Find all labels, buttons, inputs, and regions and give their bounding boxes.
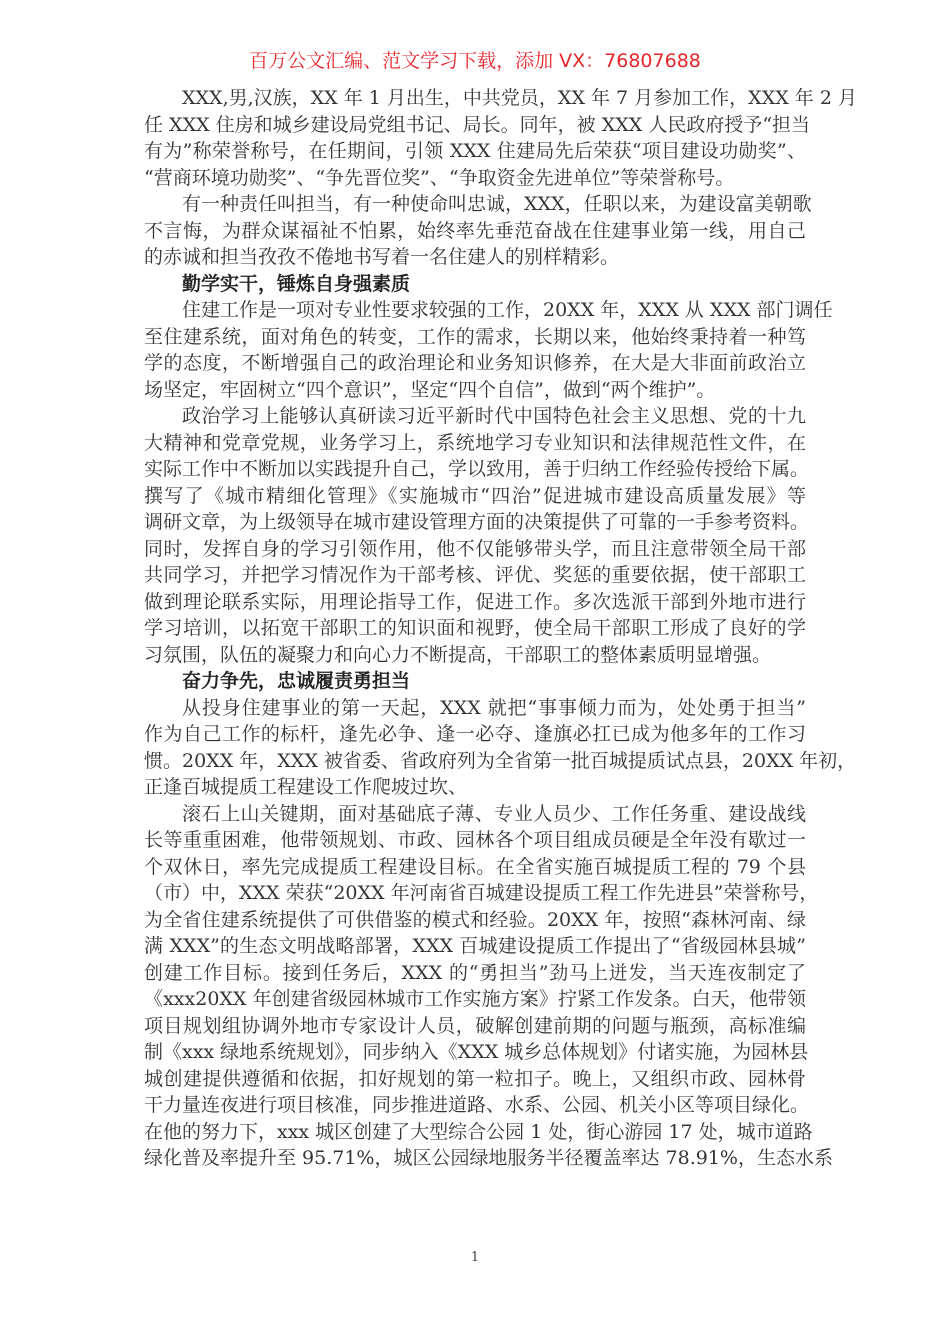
text-line: 奋力争先，忠诚履责勇担当 xyxy=(182,670,411,692)
text-line: 的赤诚和担当孜孜不倦地书写着一名住建人的别样精彩。 xyxy=(144,246,620,268)
text-line: 学的态度，不断增强自己的政治理论和业务知识修养，在大是大非面前政治立 xyxy=(144,352,806,374)
paragraph xyxy=(144,191,812,271)
text-line: 任 XXX 住房和城乡建设局党组书记、局长。同年，被 XXX 人民政府授予“担当 xyxy=(144,113,811,136)
text-line: 实际工作中不断加以实践提升自己，学以致用，善于归纳工作经验传授给下属。 xyxy=(144,458,810,480)
text-line: 同时，发挥自身的学习引领作用，他不仅能够带头学，而且注意带领全局干部 xyxy=(144,537,806,560)
text-line: 共同学习，并把学习情况作为干部考核、评优、奖惩的重要依据，使干部职工 xyxy=(144,564,806,586)
text-line: 撰写了《城市精细化管理》《实施城市“四治”促进城市建设高质量发展》等 xyxy=(144,484,806,507)
text-line: 勤学实干，锤炼自身强素质 xyxy=(182,272,411,295)
text-line: 为全省住建系统提供了可供借鉴的模式和经验。20XX 年，按照“森林河南、绿 xyxy=(144,908,806,931)
text-line: 个双休日，率先完成提质工程建设目标。在全省实施百城提质工程的 79 个县 xyxy=(144,855,806,878)
text-line: 创建工作目标。接到任务后，XXX 的“勇担当”劲马上迸发，当天连夜制定了 xyxy=(144,961,806,984)
text-line: 项目规划组协调外地市专家设计人员，破解创建前期的问题与瓶颈，高标准编 xyxy=(144,1014,806,1037)
section-heading xyxy=(144,668,806,695)
text-line: 学习培训，以拓宽干部职工的知识面和视野，使全局干部职工形成了良好的学 xyxy=(144,617,806,639)
paragraph xyxy=(144,85,857,191)
text-line: XXX,男,汉族，XX 年 1 月出生，中共党员，XX 年 7 月参加工作，XXX 年 2 月 xyxy=(182,87,857,109)
watermark-banner: 百万公文汇编、范文学习下载，添加 VX：76807688 xyxy=(249,50,701,72)
text-line: 作为自己工作的标杆，逢先必争、逢一必夺、逢旗必扛已成为他多年的工作习 xyxy=(144,723,806,745)
paragraph xyxy=(144,695,857,801)
text-line: 习氛围，队伍的凝聚力和向心力不断提高，干部职工的整体素质明显增强。 xyxy=(144,643,772,666)
text-line: 长等重重困难，他带领规划、市政、园林各个项目组成员硬是全年没有歇过一 xyxy=(144,829,806,851)
section-heading xyxy=(144,271,806,298)
text-line: 《xxx20XX 年创建省级园林城市工作实施方案》拧紧工作发条。白天，他带领 xyxy=(144,988,806,1010)
text-line: 不言悔，为群众谋福祉不怕累，始终率先垂范奋战在住建事业第一线，用自己 xyxy=(144,219,806,242)
text-line: 场坚定，牢固树立“四个意识”，坚定“四个自信”，做到“两个维护”。 xyxy=(144,378,716,401)
text-line: “营商环境功勋奖”、“争先晋位奖”、“争取资金先进单位”等荣誉称号。 xyxy=(144,166,735,189)
text-line: 绿化普及率提升至 95.71%，城区公园绿地服务半径覆盖率达 78.91%，生态水系 xyxy=(144,1147,833,1169)
text-line: 调研文章，为上级领导在城市建设管理方面的决策提供了可靠的一手参考资料。 xyxy=(144,511,810,533)
text-line: 大精神和党章党规，业务学习上，系统地学习专业知识和法律规范性文件，在 xyxy=(144,431,806,454)
text-line: 满 XXX”的生态文明战略部署，XXX 百城建设提质工作提出了“省级园林县城” xyxy=(144,935,806,957)
text-line: 有为”称荣誉称号，在任期间，引领 XXX 住建局先后荣获“项目建设功勋奖”、 xyxy=(144,140,806,162)
text-line: 至住建系统，面对角色的转变，工作的需求，长期以来，他始终秉持着一种笃 xyxy=(144,325,806,348)
paragraph xyxy=(144,403,810,668)
text-line: 做到理论联系实际，用理论指导工作，促进工作。多次选派干部到外地市进行 xyxy=(144,590,806,613)
text-line: 城创建提供遵循和依据，扣好规划的第一粒扣子。晚上，又组织市政、园林骨 xyxy=(144,1067,806,1090)
text-line: 政治学习上能够认真研读习近平新时代中国特色社会主义思想、党的十九 xyxy=(182,405,806,427)
text-line: 滚石上山关键期，面对基础底子薄、专业人员少、工作任务重、建设战线 xyxy=(182,802,806,825)
text-line: 住建工作是一项对专业性要求较强的工作，20XX 年，XXX 从 XXX 部门调任 xyxy=(182,299,833,321)
text-line: 在他的努力下，xxx 城区创建了大型综合公园 1 处，街心游园 17 处，城市道路 xyxy=(144,1120,813,1143)
text-line: 惯。20XX 年，XXX 被省委、省政府列为全省第一批百城提质试点县，20XX 年初， xyxy=(144,749,857,772)
document-body xyxy=(144,85,857,1172)
paragraph xyxy=(144,297,833,403)
text-line: 干力量连夜进行项目核准，同步推进道路、水系、公园、机关小区等项目绿化。 xyxy=(144,1094,810,1116)
text-line: 制《xxx 绿地系统规划》，同步纳入《XXX 城乡总体规划》付诸实施，为园林县 xyxy=(144,1041,809,1063)
page-number: 1 xyxy=(470,1250,480,1265)
text-line: （市）中，XXX 荣获“20XX 年河南省百城建设提质工程工作先进县”荣誉称号， xyxy=(144,882,819,904)
text-line: 正逢百城提质工程建设工作爬坡过坎、 xyxy=(144,776,468,798)
text-line: 从投身住建事业的第一天起，XXX 就把“事事倾力而为，处处勇于担当” xyxy=(182,696,806,719)
text-line: 有一种责任叫担当，有一种使命叫忠诚，XXX，任职以来，为建设富美朝歌 xyxy=(182,193,812,215)
paragraph xyxy=(144,801,833,1172)
